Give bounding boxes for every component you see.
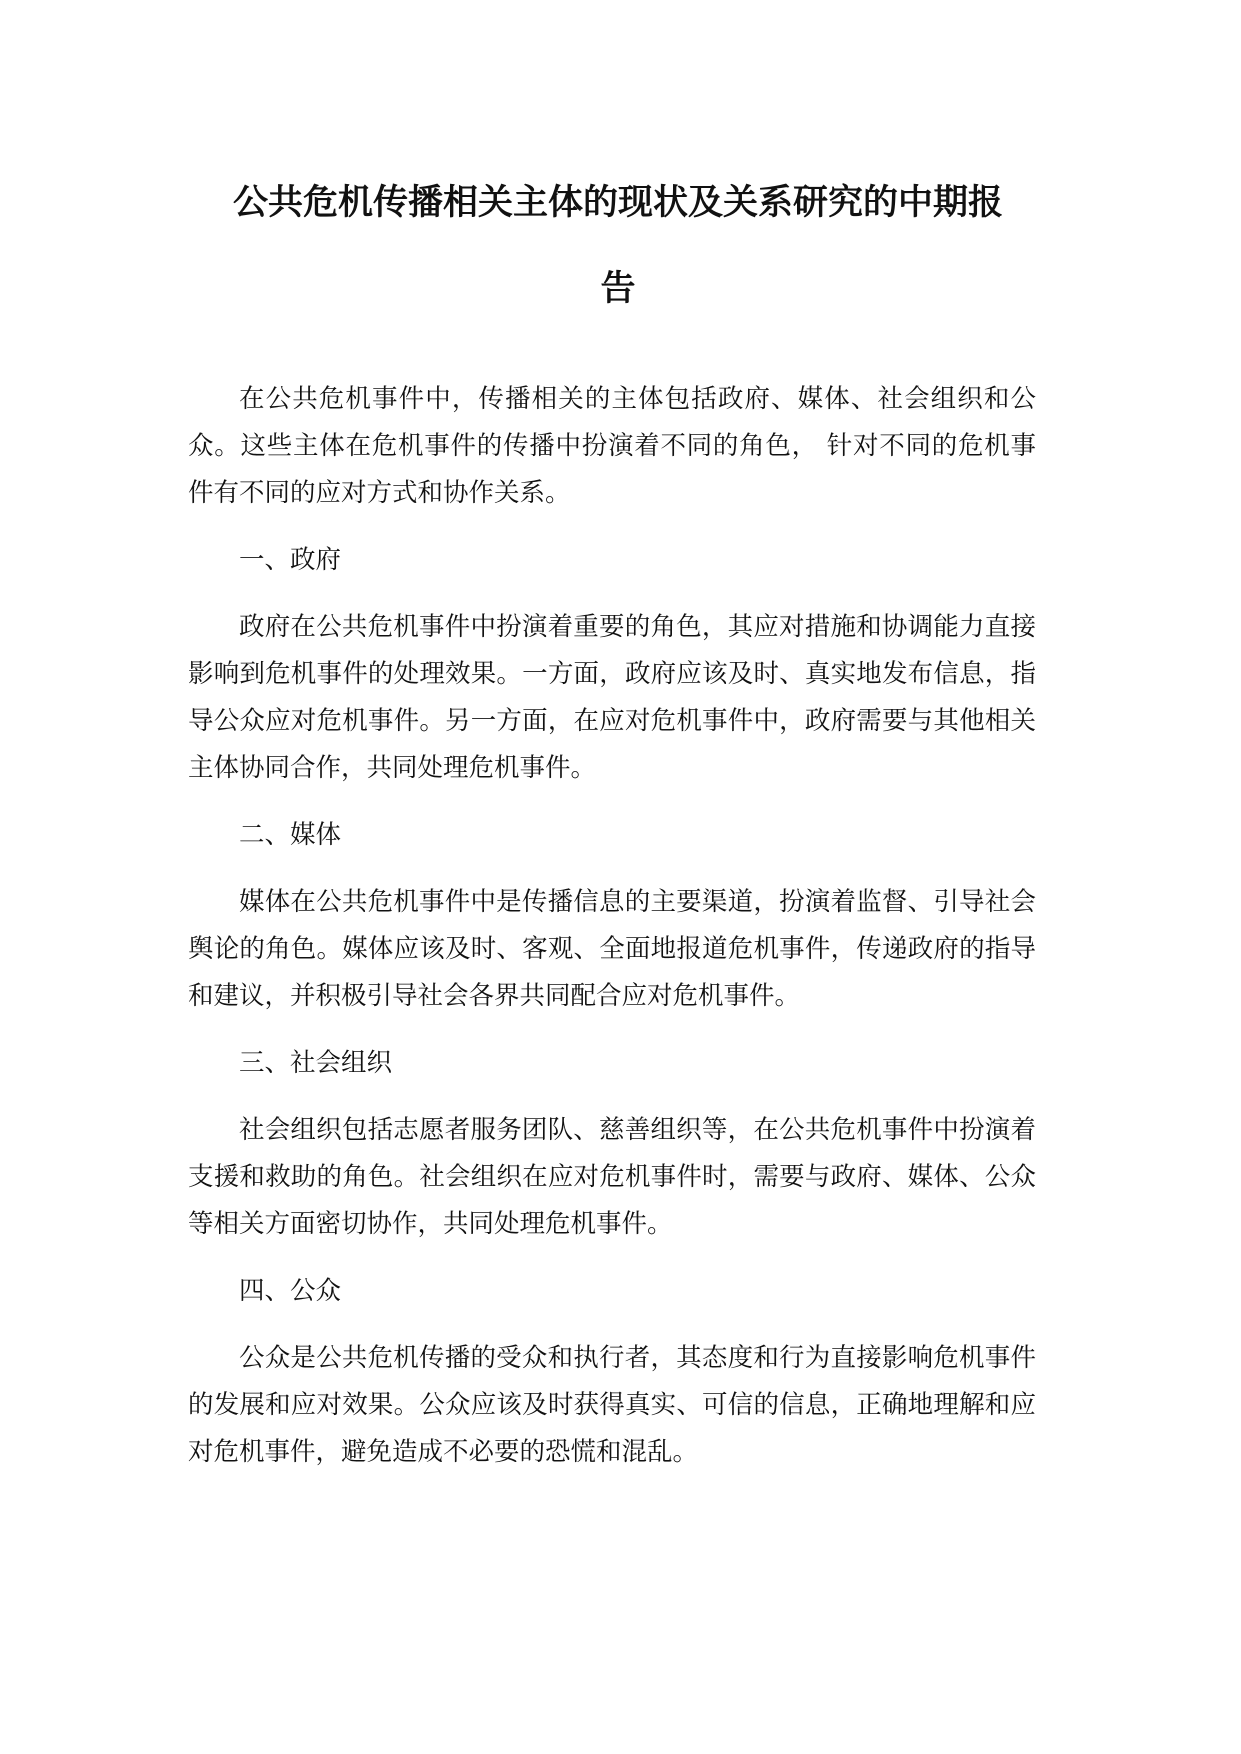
section-heading-government: 一、政府 (239, 545, 342, 575)
title-line-2: 告 (600, 269, 636, 309)
title-line-1: 公共危机传播相关主体的现状及关系研究的中期报 (232, 183, 1003, 223)
media-paragraph: 媒体在公共危机事件中是传播信息的主要渠道，扮演着监督、引导社会舆论的角色。媒体应该及时、客观、全面地报道危机事件，传递政府的指导和建议，并积极引导社会各界共同配合应对危机事件。 (188, 887, 1036, 1011)
document-title (188, 160, 1048, 332)
section-heading-media: 二、媒体 (239, 820, 342, 850)
section-heading-public: 四、公众 (239, 1276, 342, 1306)
public-paragraph: 公众是公共危机传播的受众和执行者，其态度和行为直接影响危机事件的发展和应对效果。公众应该及时获得真实、可信的信息，正确地理解和应对危机事件，避免造成不必要的恐慌和混乱。 (188, 1343, 1036, 1467)
intro-paragraph: 在公共危机事件中，传播相关的主体包括政府、媒体、社会组织和公众。这些主体在危机事件的传播中扮演着不同的角色， 针对不同的危机事件有不同的应对方式和协作关系。 (188, 384, 1036, 508)
government-paragraph: 政府在公共危机事件中扮演着重要的角色，其应对措施和协调能力直接影响到危机事件的处理效果。一方面，政府应该及时、真实地发布信息，指导公众应对危机事件。另一方面，在应对危机事件中，政府需要与其他相关主体协同合作，共同处理危机事件。 (188, 612, 1036, 783)
document-body (188, 376, 1036, 1496)
social-organizations-paragraph: 社会组织包括志愿者服务团队、慈善组织等，在公共危机事件中扮演着支援和救助的角色。社会组织在应对危机事件时，需要与政府、媒体、公众等相关方面密切协作，共同处理危机事件。 (188, 1115, 1036, 1239)
section-heading-social-organizations: 三、社会组织 (239, 1048, 393, 1078)
